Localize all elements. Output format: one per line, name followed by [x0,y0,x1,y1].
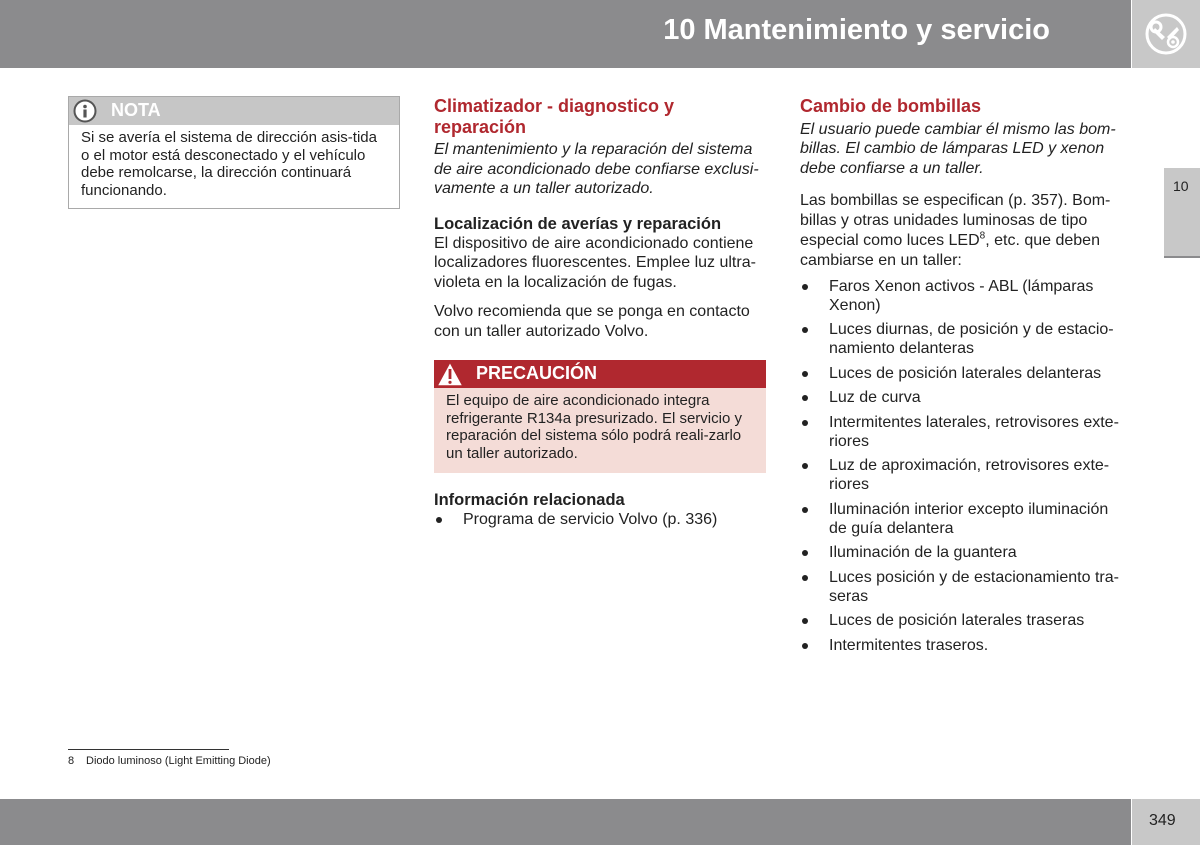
list-item: Luces diurnas, de posición y de estacio-namiento delanteras [800,320,1130,358]
wrench-gear-icon [1145,13,1187,55]
climate-paragraph-1: El dispositivo de aire acondicionado contiene localizadores fluorescentes. Emplee luz ultra-violeta en la localización de fugas. [434,234,756,291]
note-text: Si se avería el sistema de dirección asis-tida o el motor está desconectado y el vehículo debe remolcarse, la dirección continuará funcionando. [81,129,377,199]
column-middle [434,96,766,529]
troubleshooting-heading: Localización de averías y reparación [434,214,722,233]
note-header [69,97,399,125]
footer-bar [0,799,1131,845]
bulb-list [800,277,1130,655]
climate-intro: El mantenimiento y la reparación del sistema de aire acondicionado debe confiarse exclusi-vamente a un taller autorizado. [434,141,759,197]
bulbs-text-before: Las bombillas se especifican (p. 357). Bom-billas y otras unidades luminosas de tipo especial como luces LED [800,192,1111,249]
note-box [68,96,400,209]
footnote [68,755,271,767]
caution-header [434,360,766,388]
list-item: Luces de posición laterales delanteras [800,364,1130,383]
related-link[interactable]: Programa de servicio Volvo (p. 336) [434,510,766,529]
info-icon [72,99,98,123]
list-item: Luz de aproximación, retrovisores exte-riores [800,456,1130,494]
list-item: Luz de curva [800,388,1130,407]
climate-paragraph-2: Volvo recomienda que se ponga en contacto con un taller autorizado Volvo. [434,303,750,340]
climate-section-title: Climatizador - diagnostico y reparación [434,96,675,137]
footnote-text: Diodo luminoso (Light Emitting Diode) [86,755,271,767]
list-item: Faros Xenon activos - ABL (lámparas Xenon) [800,277,1130,315]
list-item: Intermitentes laterales, retrovisores exte-riores [800,413,1130,451]
bulbs-paragraph [800,191,1130,271]
side-tab-label: 10 [1173,178,1189,194]
footnote-ref[interactable]: 8 [979,230,986,242]
list-item: Luces posición y de estacionamiento tra-seras [800,568,1130,606]
note-label: NOTA [111,100,161,120]
caution-text: El equipo de aire acondicionado integra refrigerante R134a presurizado. El servicio y reparación del sistema sólo podrá reali-zarlo un taller autorizado. [446,392,742,462]
bulbs-section-title: Cambio de bombillas [800,96,982,116]
caution-label: PRECAUCIÓN [476,363,598,383]
list-item: Intermitentes traseros. [800,636,1130,655]
column-left [68,96,400,209]
footnote-divider [68,749,229,750]
list-item: Iluminación interior excepto iluminación de guía delantera [800,500,1130,538]
footnote-number: 8 [68,755,75,767]
related-list [434,510,766,529]
chapter-title: 10 Mantenimiento y servicio [663,14,1050,46]
chapter-side-tab[interactable] [1164,168,1200,258]
warning-triangle-icon [435,360,465,388]
page-number: 349 [1149,812,1176,829]
related-info-heading: Información relacionada [434,491,625,509]
header-bar [0,0,1131,68]
list-item: Iluminación de la guantera [800,543,1130,562]
bulbs-text-after: , etc. que deben cambiarse en un taller: [800,232,1100,269]
bulbs-intro: El usuario puede cambiar él mismo las bom-billas. El cambio de lámparas LED y xenon debe confiarse a un taller. [800,120,1116,177]
column-right [800,96,1130,655]
caution-box [434,360,766,473]
chapter-icon-box [1132,0,1200,68]
list-item: Luces de posición laterales traseras [800,611,1130,630]
page-number-box [1132,799,1200,845]
